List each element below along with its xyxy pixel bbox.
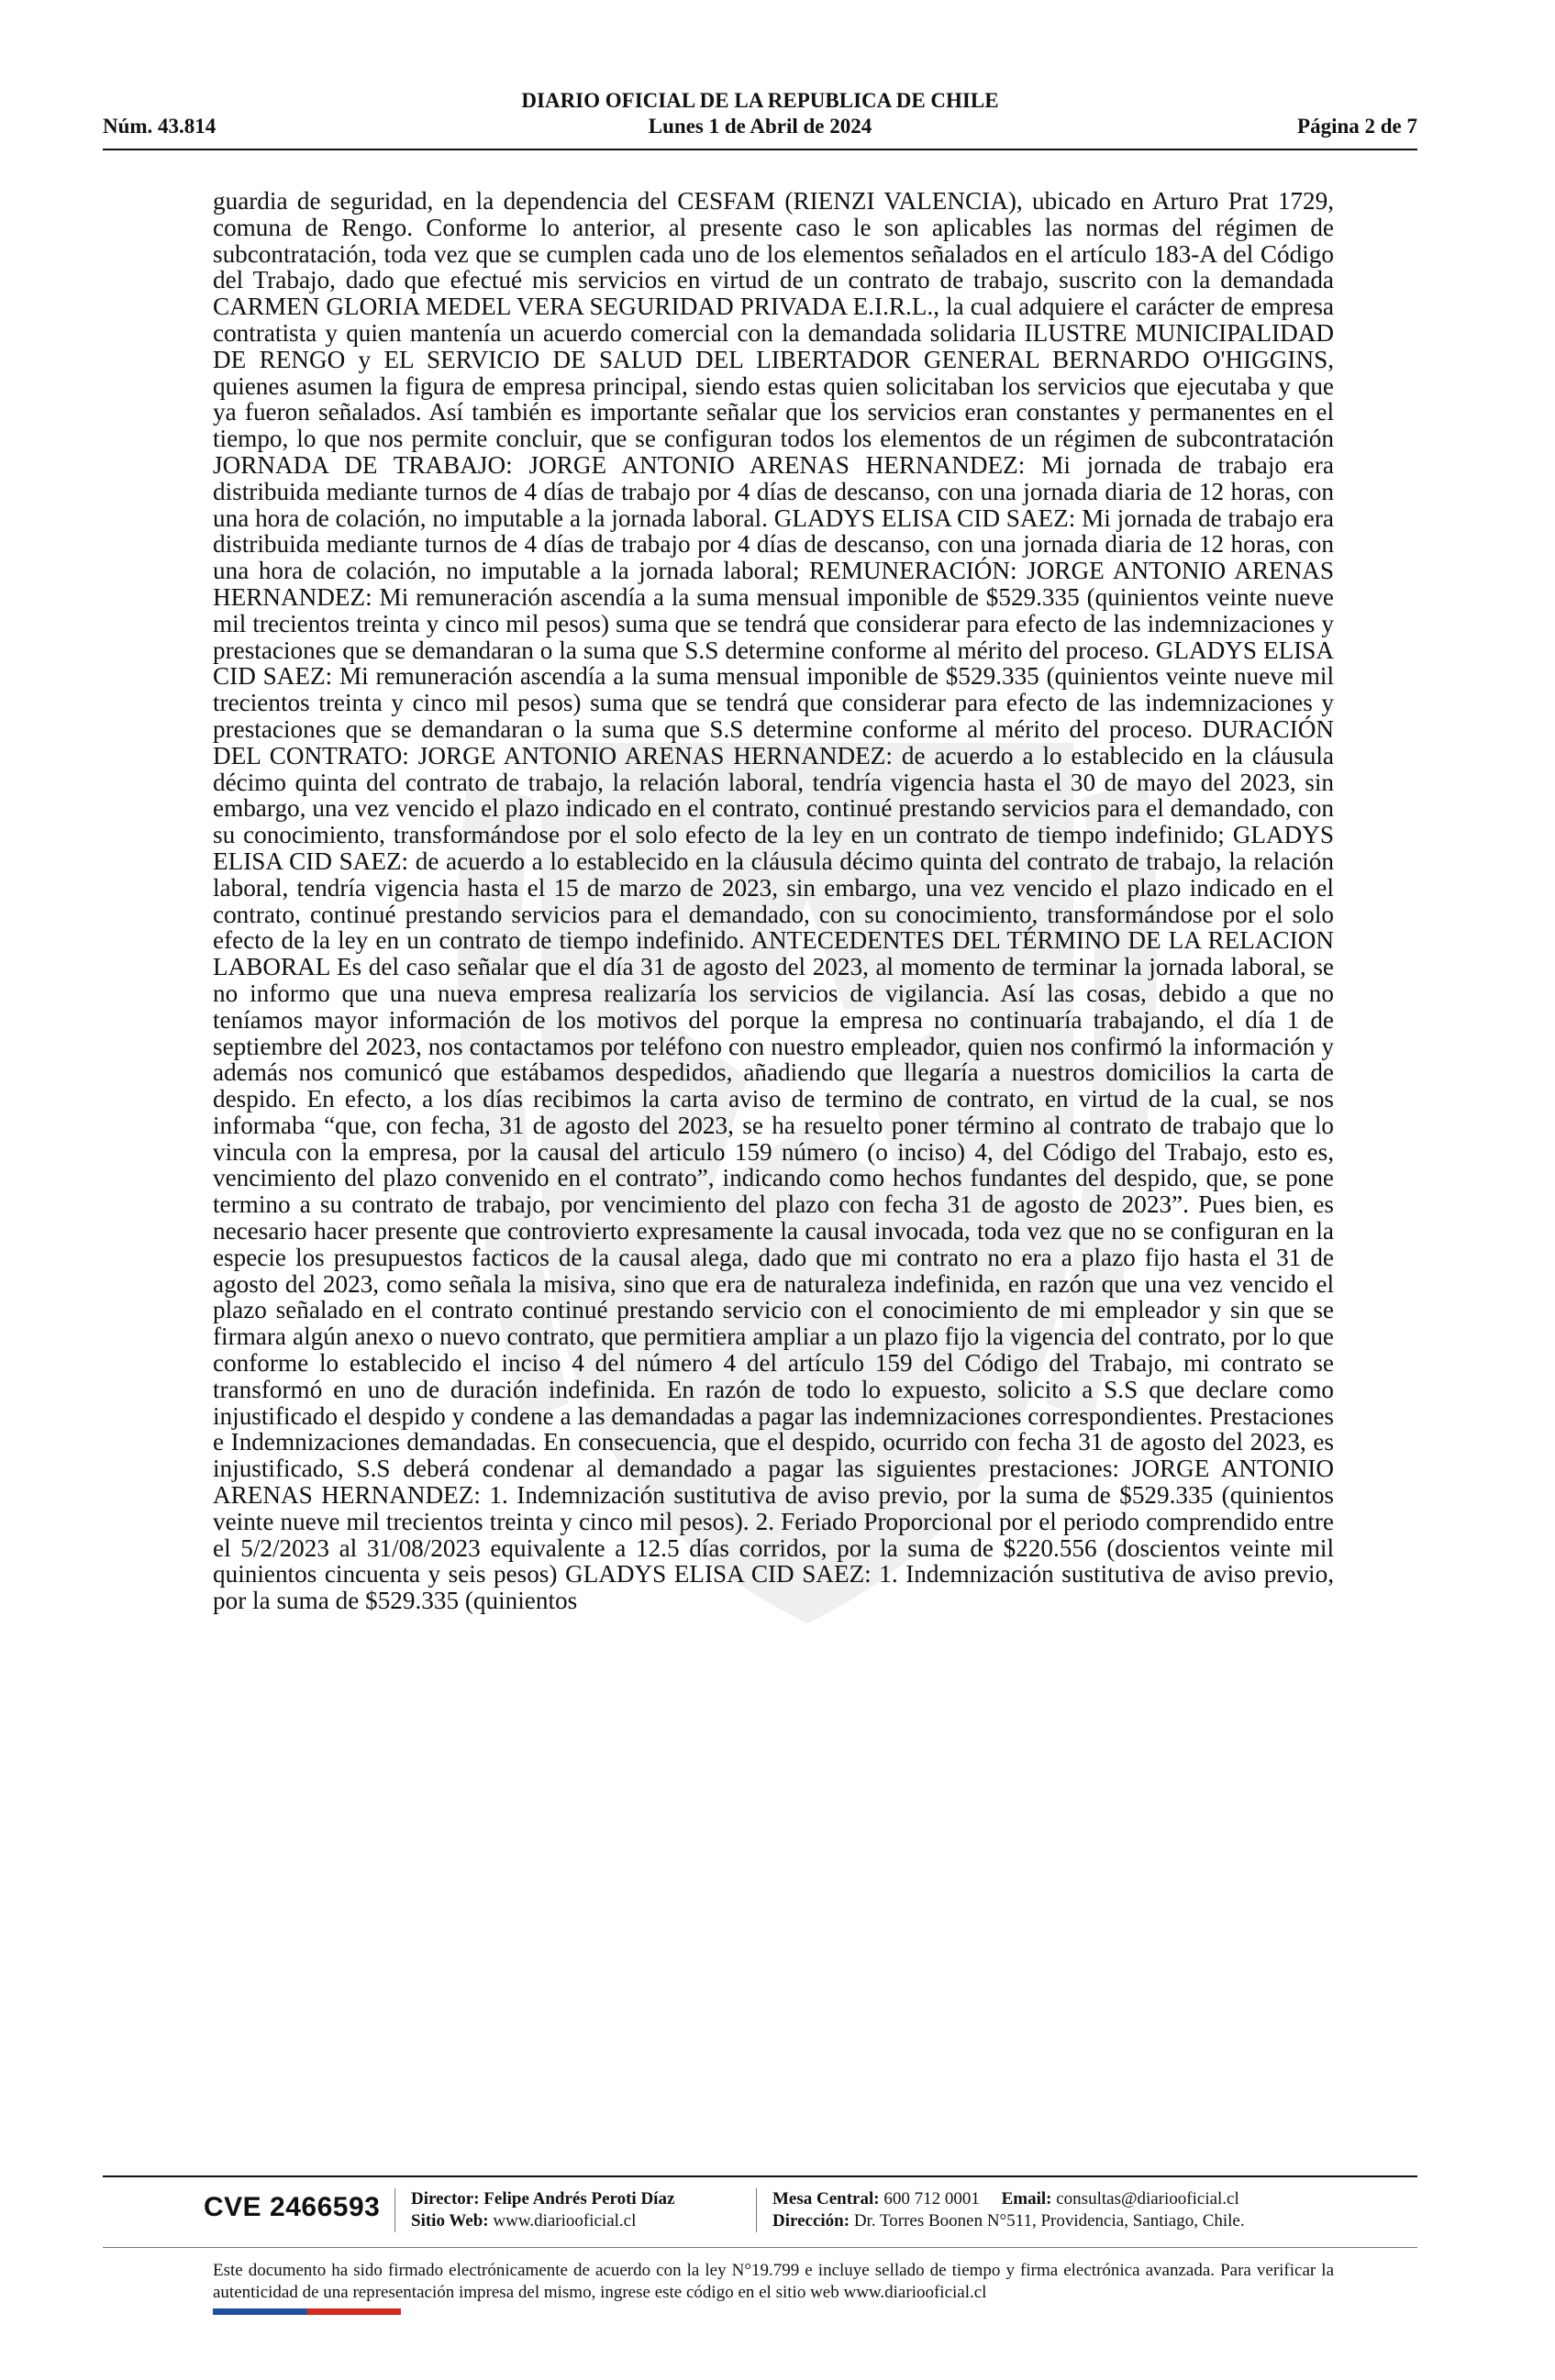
footer-director-block <box>411 2188 674 2232</box>
address-label: Dirección: <box>772 2211 850 2231</box>
central-phone: 600 712 0001 <box>883 2189 980 2208</box>
email-link[interactable]: consultas@diariooficial.cl <box>1056 2189 1239 2208</box>
footer-contact-block <box>772 2188 1245 2232</box>
email-label: Email: <box>1001 2189 1052 2208</box>
footer-separator <box>394 2188 395 2232</box>
chile-flag-stripe <box>213 2308 401 2315</box>
address-text: Dr. Torres Boonen N°511, Providencia, Santiago, Chile. <box>853 2211 1245 2231</box>
flag-red-segment <box>307 2308 402 2315</box>
publication-title: DIARIO OFICIAL DE LA REPUBLICA DE CHILE <box>521 89 999 112</box>
page-footer <box>103 2188 1417 2232</box>
website-link[interactable]: www.diariooficial.cl <box>493 2211 637 2231</box>
director-label: Director: <box>411 2189 480 2208</box>
central-label: Mesa Central: <box>772 2189 880 2208</box>
cve-code: CVE 2466593 <box>204 2192 381 2222</box>
header-divider <box>103 149 1417 150</box>
flag-blue-segment <box>213 2308 307 2315</box>
article-body: guardia de seguridad, en la dependencia del CESFAM (RIENZI VALENCIA), ubicado en Arturo Prat 1729, comuna de Rengo. Conforme lo anterior, al presente caso le son aplicables las normas del régimen de subcontratación, toda vez que se cumplen cada uno de los elementos señalados en el artículo 183-A del Código del Trabajo, dado que efectué mis servicios en virtud de un contrato de trabajo, suscrito con la demandada CARMEN GLORIA MEDEL VERA SEGURIDAD PRIVADA E.I.R.L., la cual adquiere el carácter de empresa contratista y quien mantenía un acuerdo comercial con la demandada solidaria ILUSTRE MUNICIPALIDAD DE RENGO y EL SERVICIO DE SALUD DEL LIBERTADOR GENERAL BERNARDO O'HIGGINS, quienes asumen la figura de empresa principal, siendo estas quien solicitaban los servicios que ejecutaba y que ya fueron señalados. Así también es importante señalar que los servicios eran constantes y permanentes en el tiempo, lo que nos permite concluir, que se configuran todos los elementos de un régimen de subcontratación JORNADA DE TRABAJO: JORGE ANTONIO ARENAS HERNANDEZ: Mi jornada de trabajo era distribuida mediante turnos de 4 días de trabajo por 4 días de descanso, con una jornada diaria de 12 horas, con una hora de colación, no imputable a la jornada laboral. GLADYS ELISA CID SAEZ: Mi jornada de trabajo era distribuida mediante turnos de 4 días de trabajo por 4 días de descanso, con una jornada diaria de 12 horas, con una hora de colación, no imputable a la jornada laboral; REMUNERACIÓN: JORGE ANTONIO ARENAS HERNANDEZ: Mi remuneración ascendía a la suma mensual imponible de $529.335 (quinientos veinte nueve mil trecientos treinta y cinco mil pesos) suma que se tendrá que considerar para efecto de las indemnizaciones y prestaciones que se demandaran o la suma que S.S determine conforme al mérito del proceso. GLADYS ELISA CID SAEZ: Mi remuneración ascendía a la suma mensual imponible de $529.335 (quinientos veinte nueve mil trecientos treinta y cinco mil pesos) suma que se tendrá que considerar para efecto de las indemnizaciones y prestaciones que se demandaran o la suma que S.S determine conforme al mérito del proceso. DURACIÓN DEL CONTRATO: JORGE ANTONIO ARENAS HERNANDEZ: de acuerdo a lo establecido en la cláusula décimo quinta del contrato de trabajo, la relación laboral, tendría vigencia hasta el 30 de mayo del 2023, sin embargo, una vez vencido el plazo indicado en el contrato, continué prestando servicios para el demandado, con su conocimiento, transformándose por el solo efecto de la ley en un contrato de tiempo indefinido; GLADYS ELISA CID SAEZ: de acuerdo a lo establecido en la cláusula décimo quinta del contrato de trabajo, la relación laboral, tendría vigencia hasta el 15 de marzo de 2023, sin embargo, una vez vencido el plazo indicado en el contrato, continué prestando servicios para el demandado, con su conocimiento, transformándose por el solo efecto de la ley en un contrato de tiempo indefinido. ANTECEDENTES DEL TÉRMINO DE LA RELACION LABORAL Es del caso señalar que el día 31 de agosto del 2023, al momento de terminar la jornada laboral, se no informo que una nueva empresa realizaría los servicios de vigilancia. Así las cosas, debido a que no teníamos mayor información de los motivos del porque la empresa no continuaría trabajando, el día 1 de septiembre del 2023, nos contactamos por teléfono con nuestro empleador, quien nos confirmó la información y además nos comunicó que estábamos despedidos, añadiendo que llegaría a nuestros domicilios la carta de despido. En efecto, a los días recibimos la carta aviso de termino de contrato, en virtud de la cual, se nos informaba “que, con fecha, 31 de agosto del 2023, se ha resuelto poner término al contrato de trabajo que lo vincula con la empresa, por la causal del articulo 159 número (o inciso) 4, del Código del Trabajo, esto es, vencimiento del plazo convenido en el contrato”, indicando como hechos fundantes del despido, que, se pone termino a su contrato de trabajo, por vencimiento del plazo con fecha 31 de agosto de 2023”. Pues bien, es necesario hacer presente que controvierto expresamente la causal invocada, toda vez que no se configuran en la especie los presupuestos facticos de la causal alega, dado que mi contrato no era a plazo fijo hasta el 31 de agosto del 2023, como señala la misiva, sino que era de naturaleza indefinida, en razón que una vez vencido el plazo señalado en el contrato continué prestando servicio con el conocimiento de mi empleador y sin que se firmara algún anexo o nuevo contrato, que permitiera ampliar a un plazo fijo la vigencia del contrato, por lo que conforme lo establecido el inciso 4 del número 4 del artículo 159 del Código del Trabajo, mi contrato se transformó en uno de duración indefinida. En razón de todo lo expuesto, solicito a S.S que declare como injustificado el despido y condene a las demandadas a pagar las indemnizaciones correspondientes. Prestaciones e Indemnizaciones demandadas. En consecuencia, que el despido, ocurrido con fecha 31 de agosto del 2023, es injustificado, S.S deberá condenar al demandado a pagar las siguientes prestaciones: JORGE ANTONIO ARENAS HERNANDEZ: 1. Indemnización sustitutiva de aviso previo, por la suma de $529.335 (quinientos veinte nueve mil trecientos treinta y cinco mil pesos). 2. Feriado Proporcional por el periodo comprendido entre el 5/2/2023 al 31/08/2023 equivalente a 12.5 días corridos, por la suma de $220.556 (doscientos veinte mil quinientos cincuenta y seis pesos) GLADYS ELISA CID SAEZ: 1. Indemnización sustitutiva de aviso previo, por la suma de $529.335 (quinientos <box>213 187 1334 1615</box>
issue-number: Núm. 43.814 <box>103 115 217 138</box>
issue-date: Lunes 1 de Abril de 2024 <box>648 115 872 138</box>
director-name: Felipe Andrés Peroti Díaz <box>483 2189 675 2208</box>
footer-divider-thin <box>103 2247 1417 2248</box>
header-info-row <box>103 114 1417 139</box>
footer-divider <box>103 2175 1417 2177</box>
website-label: Sitio Web: <box>411 2211 489 2231</box>
footer-separator <box>756 2188 757 2232</box>
legal-notice: Este documento ha sido firmado electrónicamente de acuerdo con la ley N°19.799 e incluye sellado de tiempo y firma electrónica avanzada. Para verificar la autenticidad de una representación impresa del mismo, ingrese este código en el sitio web www.diariooficial.cl <box>213 2261 1334 2302</box>
page-header <box>103 88 1417 139</box>
page-indicator: Página 2 de 7 <box>1297 115 1417 138</box>
